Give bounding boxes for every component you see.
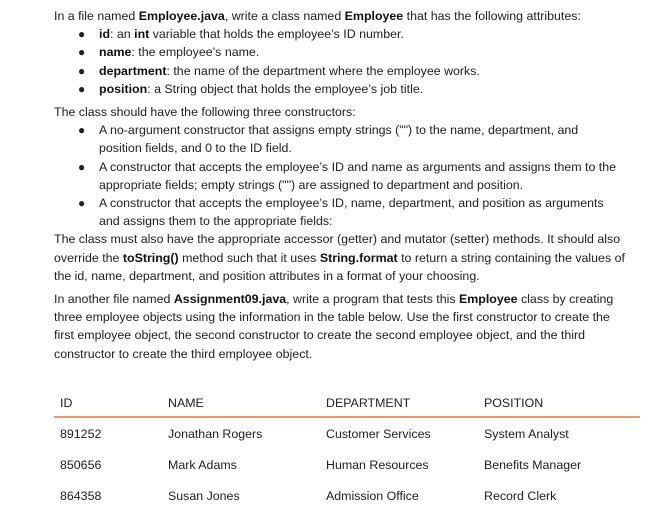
assignment-paragraph	[54, 290, 654, 363]
bullet-icon: ●	[78, 196, 86, 211]
constructor-text: position fields, and 0 to the ID field.	[99, 141, 292, 156]
attribute-item	[78, 43, 654, 61]
constructor-item	[78, 158, 654, 194]
employee-table	[54, 389, 640, 511]
constructor-text: A no-argument constructor that assigns empty strings ("") to the name, department, and	[99, 123, 579, 138]
bullet-icon: ●	[78, 63, 86, 78]
attribute-text: : the employee’s name.	[131, 45, 260, 60]
cell-department: Human Resources	[326, 457, 429, 472]
intro-text: , write a class named	[224, 9, 345, 23]
attribute-item	[78, 25, 654, 43]
attribute-name: id	[99, 27, 111, 42]
constructors-intro: The class should have the following three constructors:	[54, 105, 356, 120]
constructor-item	[78, 121, 654, 157]
assignment-text: In another file named	[54, 292, 174, 307]
bullet-icon: ●	[78, 27, 86, 42]
class-name: Employee	[344, 9, 404, 23]
attribute-name: name	[99, 45, 132, 60]
table-row	[54, 480, 640, 511]
methods-paragraph	[54, 230, 654, 285]
attribute-item	[78, 62, 654, 80]
cell-name: Mark Adams	[168, 457, 237, 472]
assignment-text: first employee object, the second constructor to create the second employee object, and the third	[54, 328, 586, 343]
attribute-text: : the name of the department where the employee works.	[166, 63, 480, 78]
assignment-text: three employee objects using the information in the table below. Use the first constructor to create the	[54, 310, 610, 325]
bullet-icon: ●	[78, 45, 86, 60]
constructor-text: appropriate fields; empty strings ("") are assigned to department and position.	[99, 177, 524, 192]
assignment-text: , write a program that tests this	[286, 292, 459, 307]
constructor-item	[78, 194, 654, 230]
column-header-department: DEPARTMENT	[320, 389, 478, 417]
cell-id: 891252	[60, 426, 102, 441]
column-header-name: NAME	[162, 389, 320, 417]
document-body	[54, 7, 654, 363]
attribute-text: : a String object that holds the employee’s job title.	[147, 81, 424, 96]
intro-text: that has the following attributes:	[403, 9, 581, 23]
cell-department: Customer Services	[326, 426, 431, 441]
table-row	[54, 417, 640, 449]
methods-text: to return a string containing the values of	[397, 250, 625, 265]
cell-name: Jonathan Rogers	[168, 426, 263, 441]
constructor-text: A constructor that accepts the employee’s ID, name, department, and position as arguments	[99, 196, 604, 211]
class-name: Employee	[458, 292, 518, 307]
cell-id: 864358	[60, 488, 102, 503]
cell-position: Record Clerk	[484, 488, 557, 503]
method-name: String.format	[319, 250, 398, 265]
method-name: toString()	[122, 250, 179, 265]
cell-department: Admission Office	[326, 488, 419, 503]
methods-text: the id, name, department, and position attributes in a format of your choosing.	[54, 268, 480, 283]
intro-paragraph	[54, 7, 654, 25]
attribute-list	[54, 25, 654, 98]
attribute-text: : an	[110, 27, 135, 42]
cell-id: 850656	[60, 457, 102, 472]
methods-text: The class must also have the appropriate accessor (getter) and mutator (setter) methods. It should also	[54, 232, 621, 247]
assignment-text: class by creating	[517, 292, 614, 307]
file-name: Assignment09.java	[173, 292, 287, 307]
constructor-text: A constructor that accepts the employee’s ID and name as arguments and assigns them to the	[99, 159, 617, 174]
bullet-icon: ●	[78, 159, 86, 174]
attribute-type: int	[134, 27, 150, 42]
methods-text: method such that it uses	[178, 250, 320, 265]
assignment-text: constructor to create the third employee object.	[54, 346, 313, 361]
methods-text: override the	[54, 250, 123, 265]
column-header-id: ID	[54, 389, 162, 417]
attribute-text: variable that holds the employee’s ID number.	[149, 27, 404, 42]
file-name: Employee.java	[138, 9, 225, 23]
bullet-icon: ●	[78, 123, 86, 138]
cell-position: System Analyst	[484, 426, 569, 441]
attribute-name: position	[99, 81, 148, 96]
attribute-item	[78, 80, 654, 98]
attribute-name: department	[99, 63, 167, 78]
table-header-row	[54, 389, 640, 417]
constructor-text: and assigns them to the appropriate fields:	[99, 214, 333, 229]
cell-name: Susan Jones	[168, 488, 240, 503]
cell-position: Benefits Manager	[484, 457, 582, 472]
bullet-icon: ●	[78, 81, 86, 96]
intro-text: In a file named	[54, 9, 139, 23]
constructor-list	[54, 121, 654, 230]
column-header-position: POSITION	[478, 389, 640, 417]
table-row	[54, 449, 640, 480]
